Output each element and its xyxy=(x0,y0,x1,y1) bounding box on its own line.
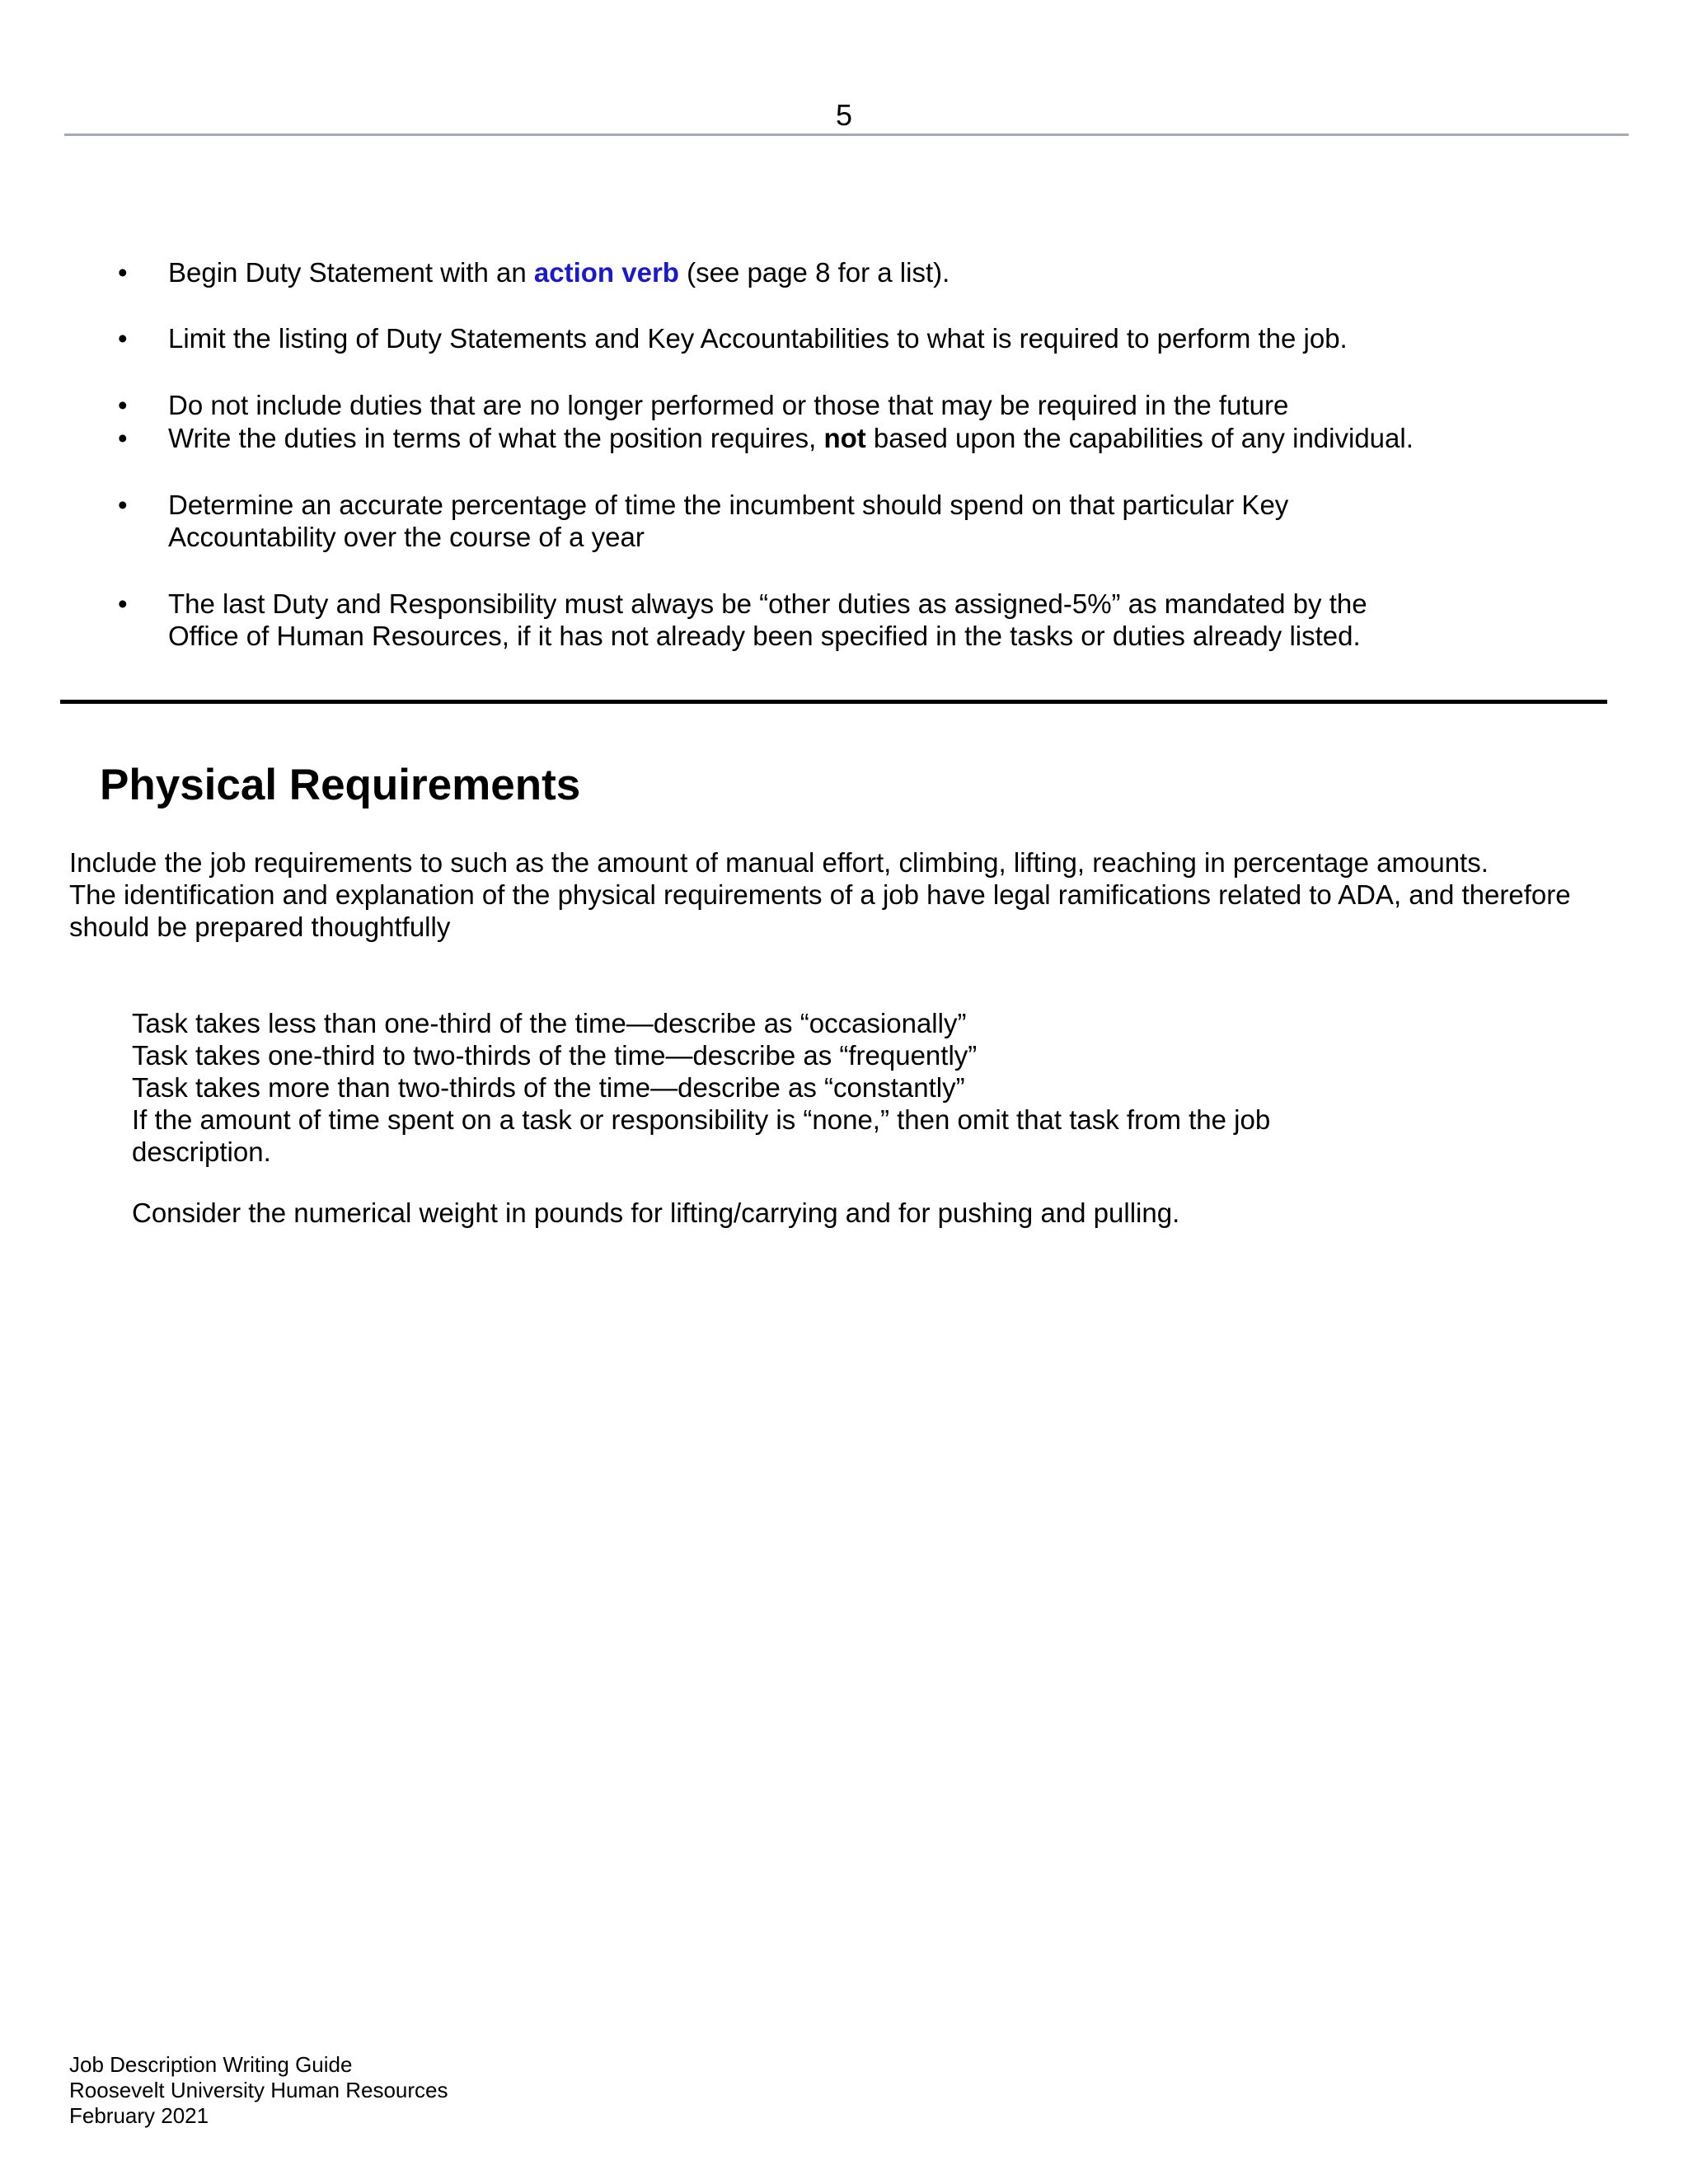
bullet-text xyxy=(168,422,1569,454)
bullet-text: Do not include duties that are no longer performed or those that may be required in the future xyxy=(168,390,1289,420)
intro-line: should be prepared thoughtfully xyxy=(69,912,451,942)
bullet-dot: • xyxy=(118,323,128,354)
frequency-guide xyxy=(132,1007,1270,1168)
section-divider xyxy=(60,700,1607,704)
bullet-text-segment: Write the duties in terms of what the position requires, xyxy=(168,423,824,453)
footer-line-org: Roosevelt University Human Resources xyxy=(69,2078,448,2102)
action-verb-emphasis: action verb xyxy=(533,257,679,288)
bullet-text-line: Determine an accurate percentage of time the incumbent should spend on that particular Key xyxy=(168,490,1289,520)
intro-line: The identification and explanation of the physical requirements of a job have legal ramifications related to ADA, and therefore xyxy=(69,879,1571,910)
guide-line: Task takes less than one-third of the time—describe as “occasionally” xyxy=(132,1008,967,1038)
bullet-dot: • xyxy=(118,588,128,619)
footer-line-title: Job Description Writing Guide xyxy=(69,2052,353,2077)
footer-line-date: February 2021 xyxy=(69,2103,209,2128)
bullet-text-line: Office of Human Resources, if it has not already been specified in the tasks or duties already listed. xyxy=(168,621,1361,651)
bullet-text: Limit the listing of Duty Statements and Key Accountabilities to what is required to perform the job. xyxy=(168,323,1348,354)
header-rule xyxy=(64,134,1629,136)
bullet-text-segment: based upon the capabilities of any individual. xyxy=(865,423,1414,453)
guide-line: Task takes one-third to two-thirds of the time—describe as “frequently” xyxy=(132,1040,978,1071)
bullet-text xyxy=(168,489,1569,553)
bullet-text-segment: Begin Duty Statement with an xyxy=(168,257,534,288)
bullet-text-segment: (see page 8 for a list). xyxy=(678,257,950,288)
not-emphasis: not xyxy=(823,423,866,453)
bullet-text-line: The last Duty and Responsibility must always be “other duties as assigned-5%” as mandated by the xyxy=(168,588,1367,619)
guide-line: If the amount of time spent on a task or responsibility is “none,” then omit that task from the job xyxy=(132,1104,1271,1135)
bullet-dot: • xyxy=(118,423,128,453)
bullet-dot: • xyxy=(118,390,128,420)
page-number: 5 xyxy=(835,98,853,132)
page-footer xyxy=(69,2052,448,2129)
bullet-text xyxy=(168,256,1569,288)
guide-line: Task takes more than two-thirds of the time—describe as “constantly” xyxy=(132,1072,965,1103)
bullet-text xyxy=(168,588,1569,652)
intro-line: Include the job requirements to such as the amount of manual effort, climbing, lifting, reaching in percentage amounts. xyxy=(69,847,1489,878)
guide-line: description. xyxy=(132,1137,271,1167)
bullet-dot: • xyxy=(118,490,128,520)
consider-weight-note: Consider the numerical weight in pounds for lifting/carrying and for pushing and pulling. xyxy=(132,1197,1180,1228)
section-intro xyxy=(69,846,1571,943)
bullet-dot: • xyxy=(118,257,128,288)
section-heading: Physical Requirements xyxy=(100,761,581,809)
bullet-text-line: Accountability over the course of a year xyxy=(168,522,645,552)
